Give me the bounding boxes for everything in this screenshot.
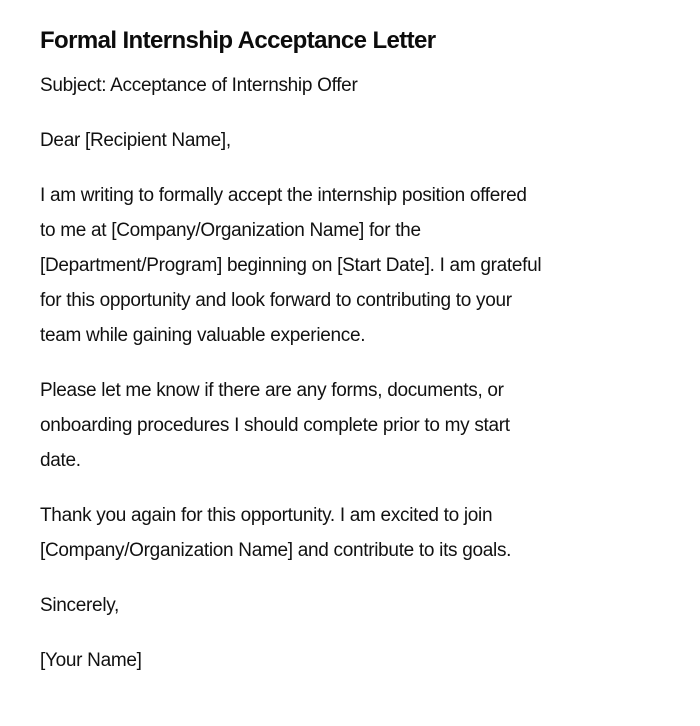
letter-signature: [Your Name] — [40, 650, 142, 671]
paragraph-line: team while gaining valuable experience. — [40, 325, 366, 346]
paragraph-line: for this opportunity and look forward to contributing to your — [40, 290, 512, 311]
letter-closing: Sincerely, — [40, 595, 120, 616]
paragraph-line: onboarding procedures I should complete prior to my start — [40, 415, 510, 436]
paragraph-line: [Department/Program] beginning on [Start Date]. I am grateful — [40, 255, 542, 276]
paragraph-line: date. — [40, 450, 81, 471]
paragraph-line: [Company/Organization Name] and contribute to its goals. — [40, 540, 512, 561]
paragraph-line: to me at [Company/Organization Name] for the — [40, 220, 421, 241]
paragraph-line: Please let me know if there are any forms, documents, or — [40, 380, 504, 401]
letter-title: Formal Internship Acceptance Letter — [40, 27, 436, 54]
letter-paragraph-thanks — [40, 498, 640, 568]
letter-paragraph-onboarding — [40, 373, 640, 478]
letter-salutation: Dear [Recipient Name], — [40, 130, 231, 151]
paragraph-line: Thank you again for this opportunity. I am excited to join — [40, 505, 493, 526]
paragraph-line: I am writing to formally accept the internship position offered — [40, 185, 527, 206]
letter-subject: Subject: Acceptance of Internship Offer — [40, 75, 358, 96]
letter-paragraph-acceptance — [40, 178, 640, 353]
